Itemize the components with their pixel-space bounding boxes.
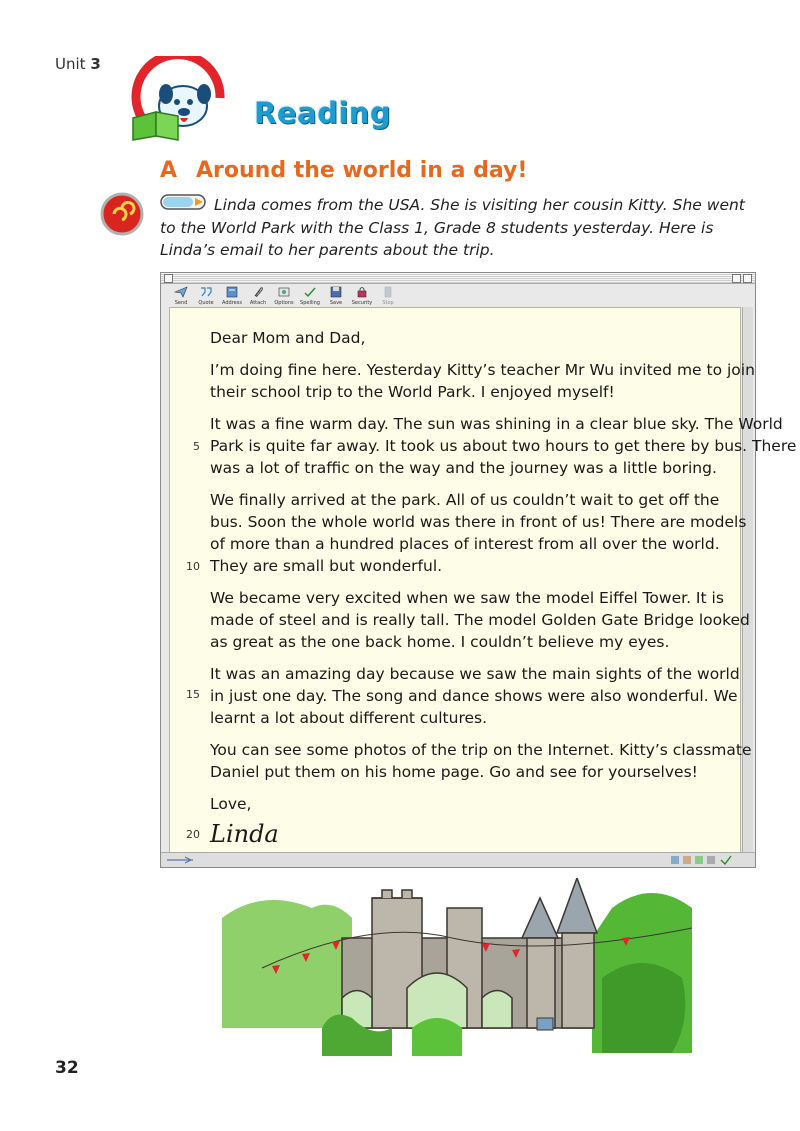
quote-icon — [199, 286, 213, 298]
stop-label: Stop — [382, 300, 394, 306]
unit-number: 3 — [90, 55, 101, 73]
attach-label: Attach — [249, 300, 267, 306]
options-label: Options — [274, 300, 294, 306]
section-title: Reading — [254, 96, 392, 130]
email-paragraph-4-line-1: We became very excited when we saw the model Eiffel Tower. It is — [210, 589, 724, 607]
status-icons-group-icon — [671, 855, 741, 865]
email-paragraph-5-line-1: It was an amazing day because we saw the main sights of the world — [210, 665, 740, 683]
email-paragraph-2-line-2: Park is quite far away. It took us about two hours to get there by bus. There — [210, 437, 797, 455]
page-number: 32 — [55, 1058, 79, 1078]
send-label: Send — [174, 300, 188, 306]
spelling-label: Spelling — [300, 300, 320, 306]
status-bar — [161, 852, 755, 867]
intro-text: Linda comes from the USA. She is visiting her cousin Kitty. She went to the World Park with the Class 1, Grade 8 students yesterday. Here is Linda’s email to her parents about the trip. — [160, 196, 745, 259]
window-collapse-button[interactable] — [743, 274, 752, 283]
part-letter: A — [160, 158, 178, 183]
email-signature: Linda — [210, 820, 279, 848]
stop-icon — [381, 286, 395, 298]
line-number-15: 15 — [186, 688, 200, 701]
spelling-check-icon — [303, 286, 317, 298]
email-paragraph-1-line-1: I’m doing fine here. Yesterday Kitty’s teacher Mr Wu invited me to join — [210, 361, 755, 379]
quote-label: Quote — [198, 300, 214, 306]
email-paragraph-6-line-2: Daniel put them on his home page. Go and see for yourselves! — [210, 763, 698, 781]
unit-word: Unit — [55, 55, 86, 73]
save-label: Save — [329, 300, 343, 306]
vertical-scrollbar[interactable] — [742, 307, 753, 853]
email-paragraph-4-line-2: made of steel and is really tall. The model Golden Gate Bridge looked — [210, 611, 750, 629]
email-paragraph-3-line-2: bus. Soon the whole world was there in front of us! There are models — [210, 513, 747, 531]
email-paragraph-2-line-3: was a lot of traffic on the way and the journey was a little boring. — [210, 459, 717, 477]
email-greeting: Dear Mom and Dad, — [210, 329, 366, 347]
window-zoom-button[interactable] — [732, 274, 741, 283]
email-paragraph-5-line-2: in just one day. The song and dance shows were also wonderful. We — [210, 687, 738, 705]
email-paragraph-1-line-2: their school trip to the World Park. I enjoyed myself! — [210, 383, 615, 401]
paperclip-icon — [251, 286, 265, 298]
world-park-castle-illustration — [222, 878, 692, 1056]
save-disk-icon — [329, 286, 343, 298]
email-closing: Love, — [210, 795, 252, 813]
window-close-button[interactable] — [164, 274, 173, 283]
reading-dog-book-icon — [128, 56, 228, 146]
email-paragraph-4-line-3: as great as the one back home. I couldn’t believe my eyes. — [210, 633, 670, 651]
audio-cd-icon[interactable] — [100, 192, 144, 236]
line-number-20: 20 — [186, 828, 200, 841]
address-label: Address — [222, 300, 242, 306]
line-number-5: 5 — [193, 440, 200, 453]
line-number-10: 10 — [186, 560, 200, 573]
address-book-icon — [225, 286, 239, 298]
send-icon — [174, 286, 188, 298]
window-titlebar — [161, 273, 755, 284]
options-icon — [277, 286, 291, 298]
email-paragraph-3-line-4: They are small but wonderful. — [210, 557, 443, 575]
unit-label — [55, 55, 101, 73]
email-paragraph-2-line-1: It was a fine warm day. The sun was shining in a clear blue sky. The World — [210, 415, 783, 433]
part-title: Around the world in a day! — [196, 158, 528, 183]
security-label: Security — [351, 300, 373, 306]
email-paragraph-3-line-3: of more than a hundred places of interest from all over the world. — [210, 535, 720, 553]
email-paragraph-6-line-1: You can see some photos of the trip on the Internet. Kitty’s classmate — [210, 741, 752, 759]
email-paragraph-3-line-1: We finally arrived at the park. All of us couldn’t wait to get off the — [210, 491, 720, 509]
lock-icon — [355, 286, 369, 298]
email-paragraph-5-line-3: learnt a lot about different cultures. — [210, 709, 488, 727]
status-indicator-icon — [165, 855, 195, 865]
